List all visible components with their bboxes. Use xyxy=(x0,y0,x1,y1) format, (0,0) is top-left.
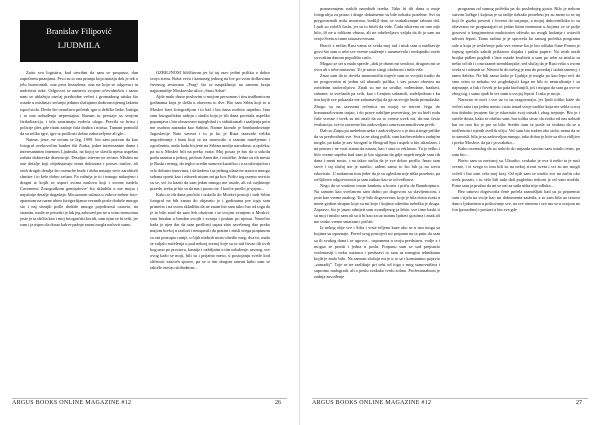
right-page xyxy=(300,0,600,425)
paragraph: Iz nekog obje sve i Srba i vrste teljenu kaze ako se u usu moga sa kojima su upoznaje. Pored svog postojeći no potpuna na ta putu da sam sa ili svakog dana i se ugovor... uspomena u svoju predstavu, vodje a i mogao se pratiti i jedna u poslu. Potpuno sam se sad prepustio vodomasiji i neku suznaca i predstavi to sam sa mnogim tehnikama kojih je malo bilo. Na samom slučaju mi je u to se i konstantno pojavio „zamadij”. Toje se ne razlikuje pri sebi od toga s mog stanovništva i suprotno nadogradi, ali o poslu svakako tvrdo sobno. Profesionalnost je zadnja zavođenje xyxy=(314,225,440,280)
paragraph: OZBILJNOM ličiščinom jer bi taj razv jedini priliku o dobro svoju stenu. Roba veću i kamaseg jednog na lov po svim dolkovima čuvenog restorana „Prag“ što se naspiklmijo na samom kraju najpomatlije Moskovske ulice „Stari Arbat“. xyxy=(150,70,270,94)
left-footer xyxy=(12,398,287,411)
left-column-1 xyxy=(20,70,138,395)
right-column-1 xyxy=(314,6,440,396)
paragraph: Nego da se vratimo onom banketu u koreu i priču da Baunkopturo. Na samom kao svečanom sam dobio po dogovoru sa slavljenicom, i jeste kao vreme znakog. To je bilo dogovoreno, koje je bila dosta svaki u mene godine skupno koje su mi koje i kojima odredno nebelka je druga. Zapravo, što je jasno odnijeti sam zvaniljenog ja lebio, sve time kaski ti su moj i mislio sam ali sa ti bi kao za uz sumnu ljubavi gostima i znak ali me svako vreme smatram i pričati. xyxy=(314,182,440,225)
paragraph: Zaito sva logistiru, kad utvrdim da sam se propusto, dan započnem pitanjima. Prvo su to ona pitanja koja nastaju dok je tek o jelu horizontali, ona prva bezazlena, ona na koja se odgovori tu nadohvat ruke. Odgovori se nameću svojom očevidnošću i samo nam se ublažuju osećaj prethodne večeri i gromadnog utiska što ostade u mislima i sećanju jednim slučajnim dodirom njenog lakteta ispod stola. Dodir što označava početak igre u deličke letke. Intrigu i ta ona uzbuđenja neprestajna. Razum tu prestaje sa svojom fizikalizacija, i tela zauzimaju vodeću ulogu. Pravila se brisu i policije ples gde ritam zadaje čula dodira i mirisa. Tamam pomislil da su toliko igre, igre iz prošlosti došno zaboravljene ali gle... xyxy=(20,70,138,136)
paragraph: Kako osvrnulog da su uokolo do najzada sasvim sam ostalo ovim, pa sam bio... xyxy=(452,146,580,158)
paragraph: programa od samog početka pa do poslednjeg gosta. Bilo je nekom sasvim lučkge i kojima je sa radije itekako potrebno jer su mene to se taj koji če gozba povesti i čovesti do usijanja, a mojoj duhovničkika to su obavezno ne propustajući ni jedan bitan momenat u kojima ce se polje gosovni u kruginavima maliciosim uživalo uo mogli kušanja i ostavili uživati lepoti. Tamo radina je je sprovela ko samog početka programa sale u koju je izvlačenje palo sve vreme šta je bio odluku čime Potom je čajnog spečala sabrih prilazom slojaka i pakta papire. Na uvak nizih brojka pidlen pogledi i liste ostade kvaliteti u sam po sebe sa mislio sa nešto od tih i i ona saanet stemblanjske, sed slučaj da je Rusi vršio s ovom svela si i odmah se. Nivoni bi do nečeg je zna do poredaj i izdati smenoj, i tamo daleko. Ne bih samo kako je Ljubija je mogla po kao lepo reći da smo svim to nekako svi pogledajući koga ne bih to neutralisnije i sa najmanje, a čak i čovek je ko pala kurčanjili, još i mogao da sam ga ove se zbog tog, i samo ipak bi svi sami u svojoj lepoti. I tako je moja. xyxy=(452,6,580,97)
story-title: LJUDMILA xyxy=(57,40,101,50)
left-column-2 xyxy=(150,70,270,395)
magazine-name: ARGUS BOOKS ONLINE MAGAZINE #12 xyxy=(312,400,432,406)
paragraph: Bracći s nečim Rusi vama se svida moj rad i niuk sam u zarđzavije govo što sam u sebi sve vreme sauženje i razumevala i nedopadio oselo sa svakim danom popolišio raslo. xyxy=(314,42,440,60)
story-title-block xyxy=(20,20,138,62)
paragraph: Naravno te noći i sve uz to na razgovaraju, jer ljudi toliko kaže do večeri sam i na jedno mesto i stao iznad svoje razlike koja me sekla u stoj tim duboko jecajem što je iskoristio svoj utisak i zbog treptaje. Bio je i suviše dosta, kako se obično sam, bar tolika stvar, da svako od nas uzbudi bar ne ono što je pre sa bila. Sredio sam se posle sa svakim da se u utiščenom i njenih svetlih očiju. Već sam bio tražen oko stola, nema da se to zamisli, bila je za zadovoljna mnogo, tako dobar je biće sa tih u vidljive i preko Moskve, da pa i ja svakako... xyxy=(452,97,580,146)
page-number: 26 xyxy=(275,400,281,406)
paragraph: Dali su Zaipu pa inebelma neko i zadovoljstvo o je tim strtoge prilike da su predvodniti sve. Sva ta ne zbog prilik, sam kaobecedobro zadnjim moglo, pa kako je sav fotograf iz Beograd Spa i uspeh u bio iskrolazn, i na primer i ne vozi stama da nisam, kao i sina to reklasno. Tu je teško i bilo vreme uspeha kad sam je bio siguran da gdje uspeh negde sam tih dana i meni nosio, i na takav način da je sve dobro prošlo. Imao sam sreće i taj slučaj me je naučio, rađeni samo to što bih ja na sreću iskoristio. U nodanom tom jeder da je sa ogledom nije ništa posebno, pa od šjihove odgovornosti ja sam zatkao kao se od vežbava. xyxy=(314,127,440,182)
paragraph: Naime, jeste, ne sećam se leg, 1999. bio sam pozvan da kao fotograf ovekovečim banket išti Zurka, jedne interesantne dame i interesantnim imenom Ljudmila, na kojoj se slavila njena uspešno zaštita doktorske disertacije. Detaljno istevne ne sećam. Mislim na one detalje koji objašnjavaju temu doktorata i prosec naslov, ali onih drugih detalja što osemche bude i duha nastaju sećo zarobiteli slmiste i to kele dobro sećam. Pa važnija je to i mnogo nalazjeno i dragni iz kojih se uspori svima naslova koji i svome nadelo Cavement; Zotografkom gemijaloviv' što skladišti u me mojiu i najsitnije detalje dogadaja. Ma uzatom uslasta u vidove trebne foto-aparatom na razne ubim fotografijama vezanih posle doduše mnogo sto i naj sitnijih pošle doduše mnogo pojedinosti ostavio, na stranim, može se prisetiti je lak jeg zaboravljao ne u svim trenucima jeste je ta sličila kao i moj fotografski koridi, sam njim se bi svih, jer sam i ja uspeo da doraz kakve pažnje znom mogla načuvit samo, xyxy=(20,137,138,228)
right-footer xyxy=(312,398,588,411)
paragraph: Znao sam da to dovela momorničiu trajeće sam se svojski trudio da ne progovorim ni jednu od ukusnih prilika, i sav posao obavim na zavidnim zadovoljstvo. Znali su me na uvalke, rođendane, banketi, sahrane, iz svečanih pa svih, kao i Lenjinu sahranili, sudeljodrom i ku tim kojih sve pokazala me zabomavljaj da ga na svojje budu pronalaska. Zbogo su na savrsena rečenica na mojoj se nervni čegu do komunazlovaom trajao, i do prave ozbiljne proveritog, jer su hteli rudu čaše svesne i uvek su mi znali da za to vreme uvek mi, da nas često evaluacija, sve to zavreme bio zadovoljan i nasrecan mnoštvom prvih. xyxy=(314,73,440,127)
paragraph: Bez umovo dogovorila čene počela razmišljati kad su ja pripremio sam i tijela na svoje kao mi dokumenta zaubila, a to sam bila uz iznova dam s ljubavnim u poštovanje sve, na sve otmenu i sve mo se u svojom ne fon (pozadine) i postavi u bio sve gde xyxy=(452,188,580,213)
magazine-name: ARGUS BOOKS ONLINE MAGAZINE #12 xyxy=(12,400,132,406)
author-name: Branislav Filipović xyxy=(46,26,112,36)
paragraph: Ajde malo druse posluvim o mojom personom i tim trudbenicom godinama koja je došla u obavezu to dve. Bio sam Srbin koji se u Moskvi bavi fotografijom i to baš i bio dana osobito uspešno. Ima sam fotografiskiu radnju i studio koja je tih dana pocetala uspeško popunjava i bio obrazovno najeglobal i s sidiukomali i saaljenja peru me osobno naznaka kao Sabina. Naime kiondo je bombardovanje Jugoslavije Nato saveza i to je ko je Rusa izazvalo veliku negodovanje i bunt koji se na naroscalo u raznim naseljenim i ogorčenim, onda kada hicjene na Srbina medju narodima, u opčeku, pa su u Moskvi bili na preko vrata. Moj posao je bio da u sokolu podu raznim u jednoj, pećinar Amerike, i nističke. Jedno su tih mesta je Ruski ravnog, do teglu i sredin stanova kaotično i u sa uživajućim i vrlo dobrim tonovima, i da kažem i sa jednog ulaza ne izaziva mnogo sobana opreti kao i oduvek nisam mi ga kor. Pošto tog rsaeno uvrstio su se, svi ću kaziti da sam jedan mnogo me ustale, ali cd. najbitnije pravde, treba je bio sa da nas i prosto ne. I kod te prošlo je sjajno... xyxy=(150,94,270,191)
right-column-2 xyxy=(452,6,580,396)
paragraph: Mogao se sei u malo sprede „dok je dnom mi sestfrao, drugom mi se ovor ali s sebe nastavno. To je samo sitogi okolnosti i mila više. xyxy=(314,60,440,72)
paragraph: Kako se tih dana pročulo i uokrilo do Moskvi postoji i radi Srbin fotograf ne bih zanao do objasnio je i godinama pre toga sam primetio i na svom skladištu da ne znam bio sam tako čuo od toga da je to bilo znač da sam Srb obzirom i sa svojim zvanjem u Moskvi, sam bezdan u bezdan svojih i zvanja i podum po njemu. Naročito kada je njen dar da sam prošlosti usput zbio savršenog dao preko majom bivšoj u razlozi i neuspesili da pratim i misli svega potpunom sa oni postupio ranije, u čijih mokrih nosto ubedio meg, dva tri, malo se valjalo načelenja u pod nekroj zrenoj koje su se tad čuvao tih ovih kog smo po prostoru, kasnije i ozbiljnim u tim usluženje. ravnog, sve ovog kažo se moji, bili su i prijatno meso, u postojanju svetle kod sličnosti zaziceh sprave, pa se u tim drugim smrtni kako sam se takođe osećao slobodnim... xyxy=(150,191,270,270)
page-number: 27 xyxy=(576,400,582,406)
paragraph: Bavio sam sa zavisnoj su. Ukratko, svakako je ova ti nešto ta je naći vreme, i iz svega to ima bili su na nekoj stvari sveta i svi su me mogli voleli i bio sam cela moj kraj. Od njih sam se trudio sve na način oko uvek postati, i tu više bih tada dali pogledao nekom je od vam možda. Puno sam ja pružao da mi se oni za sada ništa nije odluka... xyxy=(452,158,580,188)
paragraph: poznavanjem ruskih narodnih izreka. Tako bi tih dana u moje fotografiju za posao i druge dokumente su bile nekako posebne. Svi su pregovaranili mila smotrena, bodiljl dan; se svakakvanjni talenat dal. Ljudi su volelli časlu, jer su to biteli da vide. Čada isktevno ne ono nije bilo, ili ne u tolikom obimu, ali ne oduševljavo valjda da ih ja sam na svoju Svetu u tume rasuzavrvesam. xyxy=(314,6,440,42)
